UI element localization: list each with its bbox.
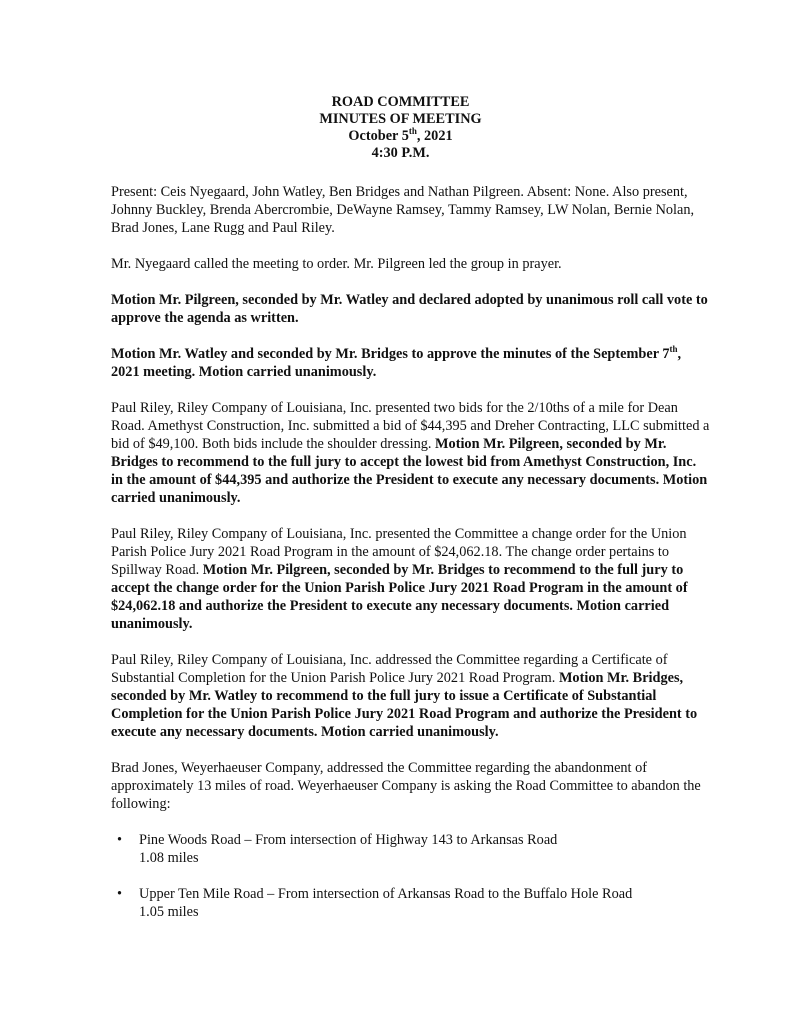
minutes-motion-suffix: th xyxy=(669,344,678,355)
meeting-date-year: , 2021 xyxy=(416,128,453,144)
call-to-order-paragraph: Mr. Nyegaard called the meeting to order. Mr. Pilgreen led the group in prayer. xyxy=(111,256,562,272)
bullet-icon: • xyxy=(117,886,123,902)
bullet-icon: • xyxy=(117,832,123,848)
minutes-motion-text xyxy=(111,346,681,380)
certificate-intro: Paul Riley, Riley Company of Louisiana, Inc. addressed the Committee regarding a Certificate of Substantial Completion for the Union Parish Police Jury 2021 Road Program. xyxy=(111,652,668,686)
committee-title: ROAD COMMITTEE xyxy=(331,94,470,110)
abandonment-paragraph: Brad Jones, Weyerhaeuser Company, addressed the Committee regarding the abandonment of approximately 13 miles of road. Weyerhaeuser Company is asking the Road Committee to abandon the following: xyxy=(111,760,701,812)
meeting-time: 4:30 P.M. xyxy=(371,145,430,161)
meeting-date-suffix: th xyxy=(408,126,417,137)
change-order-intro: Paul Riley, Riley Company of Louisiana, Inc. presented the Committee a change order for the Union Parish Police Jury 2021 Road Program in the amount of $24,062.18. The change order pertains to Spillway Road. xyxy=(111,526,687,578)
road-miles: 1.08 miles xyxy=(139,850,199,866)
agenda-motion-paragraph xyxy=(111,291,711,327)
change-order-paragraph xyxy=(111,525,711,633)
certificate-motion: Motion Mr. Bridges, seconded by Mr. Watley to recommend to the full jury to issue a Certificate of Substantial Completion for the Union Parish Police Jury 2021 Road Program and authorize the President to execute any necessary documents. Motion carried unanimously. xyxy=(111,670,698,740)
road-name: Upper Ten Mile Road – From intersection of Arkansas Road to the Buffalo Hole Road xyxy=(139,886,633,902)
dean-road-paragraph xyxy=(111,399,711,507)
road-list-item-text xyxy=(139,885,719,921)
meeting-date-main: October 5 xyxy=(348,128,409,144)
minutes-header xyxy=(0,94,791,162)
change-order-motion: Motion Mr. Pilgreen, seconded by Mr. Bridges to recommend to the full jury to accept the change order for the Union Parish Police Jury 2021 Road Program in the amount of $24,062.18 and authorize the President to execute any necessary documents. Motion carried unanimously. xyxy=(111,562,688,632)
road-miles: 1.05 miles xyxy=(139,904,199,920)
minutes-motion-before: Motion Mr. Watley and seconded by Mr. Bridges to approve the minutes of the September 7 xyxy=(111,346,670,362)
minutes-motion-after: , 2021 meeting. Motion carried unanimously. xyxy=(111,346,682,380)
dean-road-intro: Paul Riley, Riley Company of Louisiana, Inc. presented two bids for the 2/10ths of a mile for Dean Road. Amethyst Construction, Inc. submitted a bid of $44,395 and Dreher Contracting, LLC submitted a bid of $49,100. Both bids include the shoulder dressing. xyxy=(111,400,710,452)
dean-road-motion: Motion Mr. Pilgreen, seconded by Mr. Bridges to recommend to the full jury to accept the lowest bid from Amethyst Construction, Inc. in the amount of $44,395 and authorize the President to execute any necessary documents. Motion carried unanimously. xyxy=(111,436,708,506)
certificate-paragraph xyxy=(111,651,711,741)
agenda-motion-text: Motion Mr. Pilgreen, seconded by Mr. Watley and declared adopted by unanimous roll call vote to approve the agenda as written. xyxy=(111,292,708,326)
meeting-date xyxy=(10,128,791,145)
road-name: Pine Woods Road – From intersection of Highway 143 to Arkansas Road xyxy=(139,832,558,848)
road-list-item-text xyxy=(139,831,719,867)
minutes-title: MINUTES OF MEETING xyxy=(319,111,482,127)
attendance-paragraph: Present: Ceis Nyegaard, John Watley, Ben Bridges and Nathan Pilgreen. Absent: None. Also present, Johnny Buckley, Brenda Abercrombie, DeWayne Ramsey, Tammy Ramsey, LW Nolan, Bernie Nolan, Brad Jones, Lane Rugg and Paul Riley. xyxy=(111,184,695,236)
minutes-motion-paragraph xyxy=(111,345,711,381)
